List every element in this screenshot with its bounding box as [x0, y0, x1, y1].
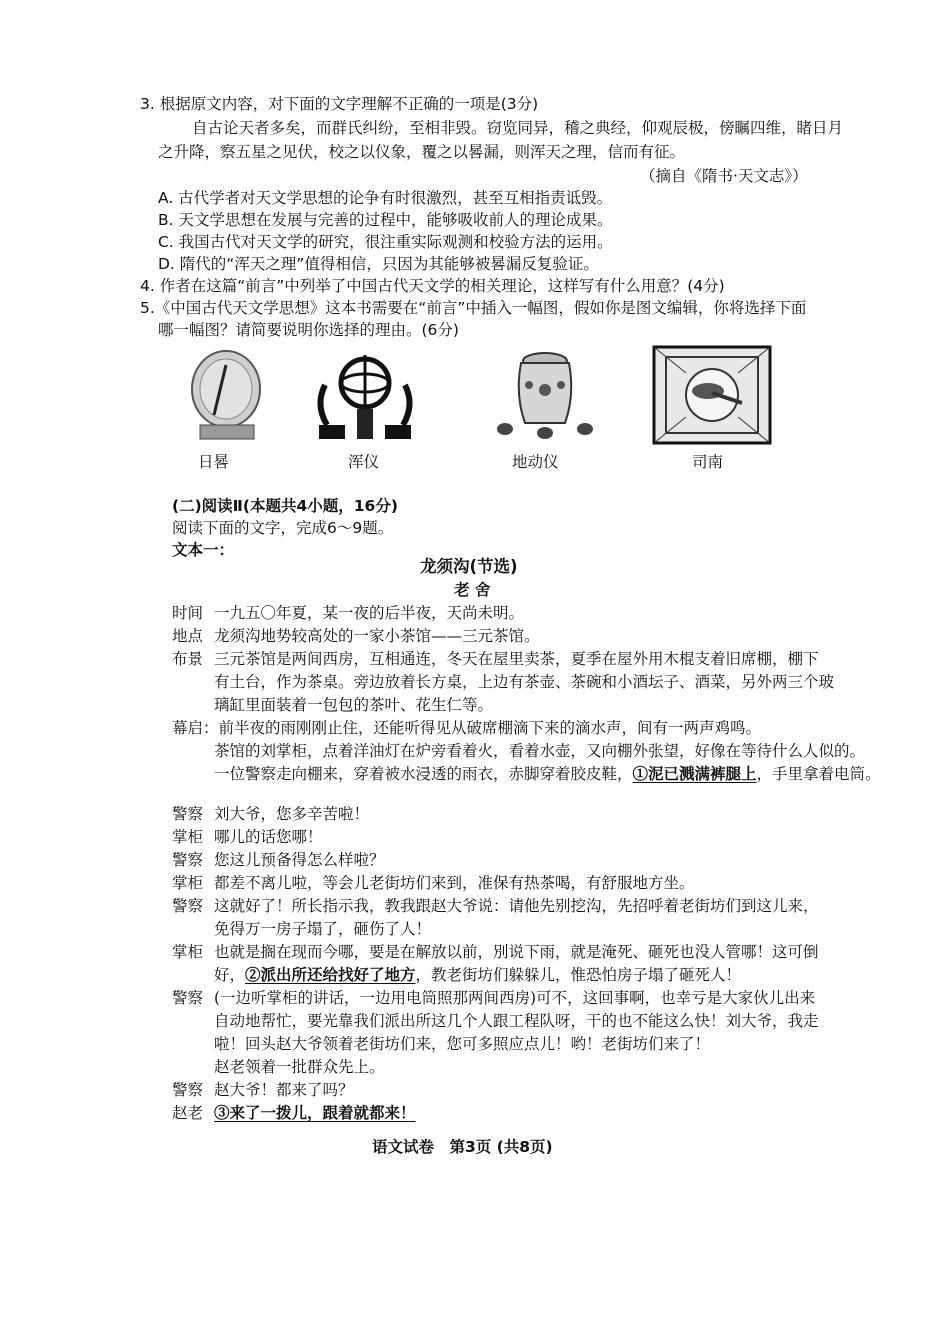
set-label: 布景: [172, 650, 204, 668]
curtain-text: 前半夜的雨刚刚止住，还能听得见从破席棚滴下来的滴水声，间有一两声鸡鸣。: [218, 719, 762, 737]
dialogue-6-line2-end: ，教老街坊们躲躲儿，惟恐怕房子塌了砸死人！: [415, 966, 742, 984]
stage-direction-2-end: ，手里拿着电筒。: [756, 765, 881, 783]
play-author: 老 舍: [454, 581, 491, 599]
dialogue-7-line2: 自动地帮忙，要光靠我们派出所这几个人跟工程队呀，干的也不能这么快！刘大爷，我走: [214, 1012, 819, 1030]
text-label: 文本一：: [172, 541, 235, 559]
role-shopkeeper: 掌柜: [172, 943, 204, 961]
dialogue-2: 哪儿的话您哪！: [214, 828, 323, 846]
dialogue-1: 刘大爷，您多辛苦啦！: [214, 805, 370, 823]
dialogue-5-line1: 这就好了！所长指示我，教我跟赵大爷说：请他先别挖沟，先招呼着老街坊们到这儿来，: [214, 897, 819, 915]
underline-2: ②派出所还给找好了地方: [245, 965, 416, 984]
dialogue-4: 都差不离儿啦，等会儿老街坊们来到，准保有热茶喝，有舒服地方坐。: [214, 874, 695, 892]
sundial-figure: [170, 345, 290, 445]
armillary-sphere-figure: [305, 345, 425, 445]
role-zhao: 赵老: [172, 1104, 204, 1122]
q5-line1: 5.《中国古代天文学思想》这本书需要在“前言”中插入一幅图，假如你是图文编辑，你将选择下面: [140, 299, 807, 317]
place-label: 地点: [172, 627, 204, 645]
seismograph-figure: [485, 345, 605, 445]
figure-caption-compass: 司南: [692, 453, 724, 471]
q5-line2: 哪一幅图？请简要说明你选择的理由。(6分): [158, 321, 459, 339]
place-text: 龙须沟地势较高处的一家小茶馆——三元茶馆。: [214, 627, 540, 645]
q3-stem: 3. 根据原文内容，对下面的文字理解不正确的一项是(3分): [140, 95, 539, 113]
figure-caption-seismograph: 地动仪: [512, 453, 559, 471]
underline-3: ③来了一拨儿，跟着就都来！: [214, 1103, 416, 1122]
q3-quote-line1: 自古论天者多矣，而群氏纠纷，至相非毁。窃览同异，稽之典经，仰观辰极，傍瞩四维，睹日月: [192, 119, 844, 137]
q3-option-c: C. 我国古代对天文学的研究，很注重实际观测和校验方法的运用。: [158, 233, 613, 251]
section-title: (二)阅读Ⅱ(本题共4小题，16分): [172, 497, 398, 515]
compass-sinan-figure: [652, 345, 772, 445]
dialogue-5-line2: 免得万一房子塌了，砸伤了人！: [214, 920, 432, 938]
time-text: 一九五〇年夏，某一夜的后半夜，天尚未明。: [214, 604, 525, 622]
q4-stem: 4. 作者在这篇“前言”中列举了中国古代天文学的相关理论，这样写有什么用意？(4分): [140, 277, 725, 295]
set-line3: 璃缸里面装着一包包的茶叶、花生仁等。: [214, 696, 494, 714]
set-line2: 有土台，作为茶桌。旁边放着长方桌，上边有茶壶、茶碗和小酒坛子、酒菜，另外两三个玻: [214, 673, 835, 691]
role-shopkeeper: 掌柜: [172, 828, 204, 846]
role-police: 警察: [172, 989, 204, 1007]
q3-option-b: B. 天文学思想在发展与完善的过程中，能够吸收前人的理论成果。: [158, 211, 613, 229]
set-line1: 三元茶馆是两间西房，互相通连，冬天在屋里卖茶，夏季在屋外用木棍支着旧席棚，棚下: [214, 650, 819, 668]
time-label: 时间: [172, 604, 204, 622]
q3-source: （摘自《隋书·天文志》）: [640, 167, 808, 185]
q3-option-a: A. 古代学者对天文学思想的论争有时很激烈，甚至互相指责诋毁。: [158, 189, 613, 207]
stage-direction-1: 茶馆的刘掌柜，点着洋油灯在炉旁看着火，看着水壶，又向棚外张望，好像在等待什么人似的。: [214, 742, 866, 760]
dialogue-6-line2: 好，: [214, 966, 246, 984]
section-instruction: 阅读下面的文字，完成6～9题。: [172, 519, 394, 537]
underline-1: ①泥已溅满裤腿上: [632, 764, 757, 783]
role-police: 警察: [172, 897, 204, 915]
q3-quote-line2: 之升降，察五星之见伏，校之以仪象，覆之以晷漏，则浑天之理，信而有征。: [158, 143, 686, 161]
curtain-label: 幕启：: [172, 719, 219, 737]
dialogue-7-line3: 啦！回头赵大爷领着老街坊们来，您可多照应点儿！哟！老街坊们来了！: [214, 1035, 711, 1053]
figure-caption-sundial: 日晷: [198, 453, 230, 471]
page-footer: 语文试卷 第3页 (共8页): [372, 1138, 553, 1156]
q3-option-d: D. 隋代的“浑天之理”值得相信，只因为其能够被晷漏反复验证。: [158, 255, 599, 273]
role-shopkeeper: 掌柜: [172, 874, 204, 892]
role-police: 警察: [172, 1081, 204, 1099]
role-police: 警察: [172, 851, 204, 869]
stage-direction-3: 赵老领着一批群众先上。: [214, 1058, 385, 1076]
play-title: 龙须沟(节选): [420, 557, 518, 576]
dialogue-6-line1: 也就是搁在现而今哪，要是在解放以前，別说下雨，就是淹死、砸死也没人管哪！这可倒: [214, 943, 819, 961]
dialogue-8: 赵大爷！都来了吗？: [214, 1081, 354, 1099]
stage-direction-2: 一位警察走向棚来，穿着被水浸透的雨衣，赤脚穿着胶皮鞋，: [214, 765, 633, 783]
dialogue-3: 您这儿预备得怎么样啦？: [214, 851, 385, 869]
role-police: 警察: [172, 805, 204, 823]
dialogue-7-line1: (一边听掌柜的讲话，一边用电筒照那两间西房)可不，这回事啊，也幸亏是大家伙儿出来: [214, 989, 816, 1007]
figure-caption-armillary: 浑仪: [348, 453, 380, 471]
